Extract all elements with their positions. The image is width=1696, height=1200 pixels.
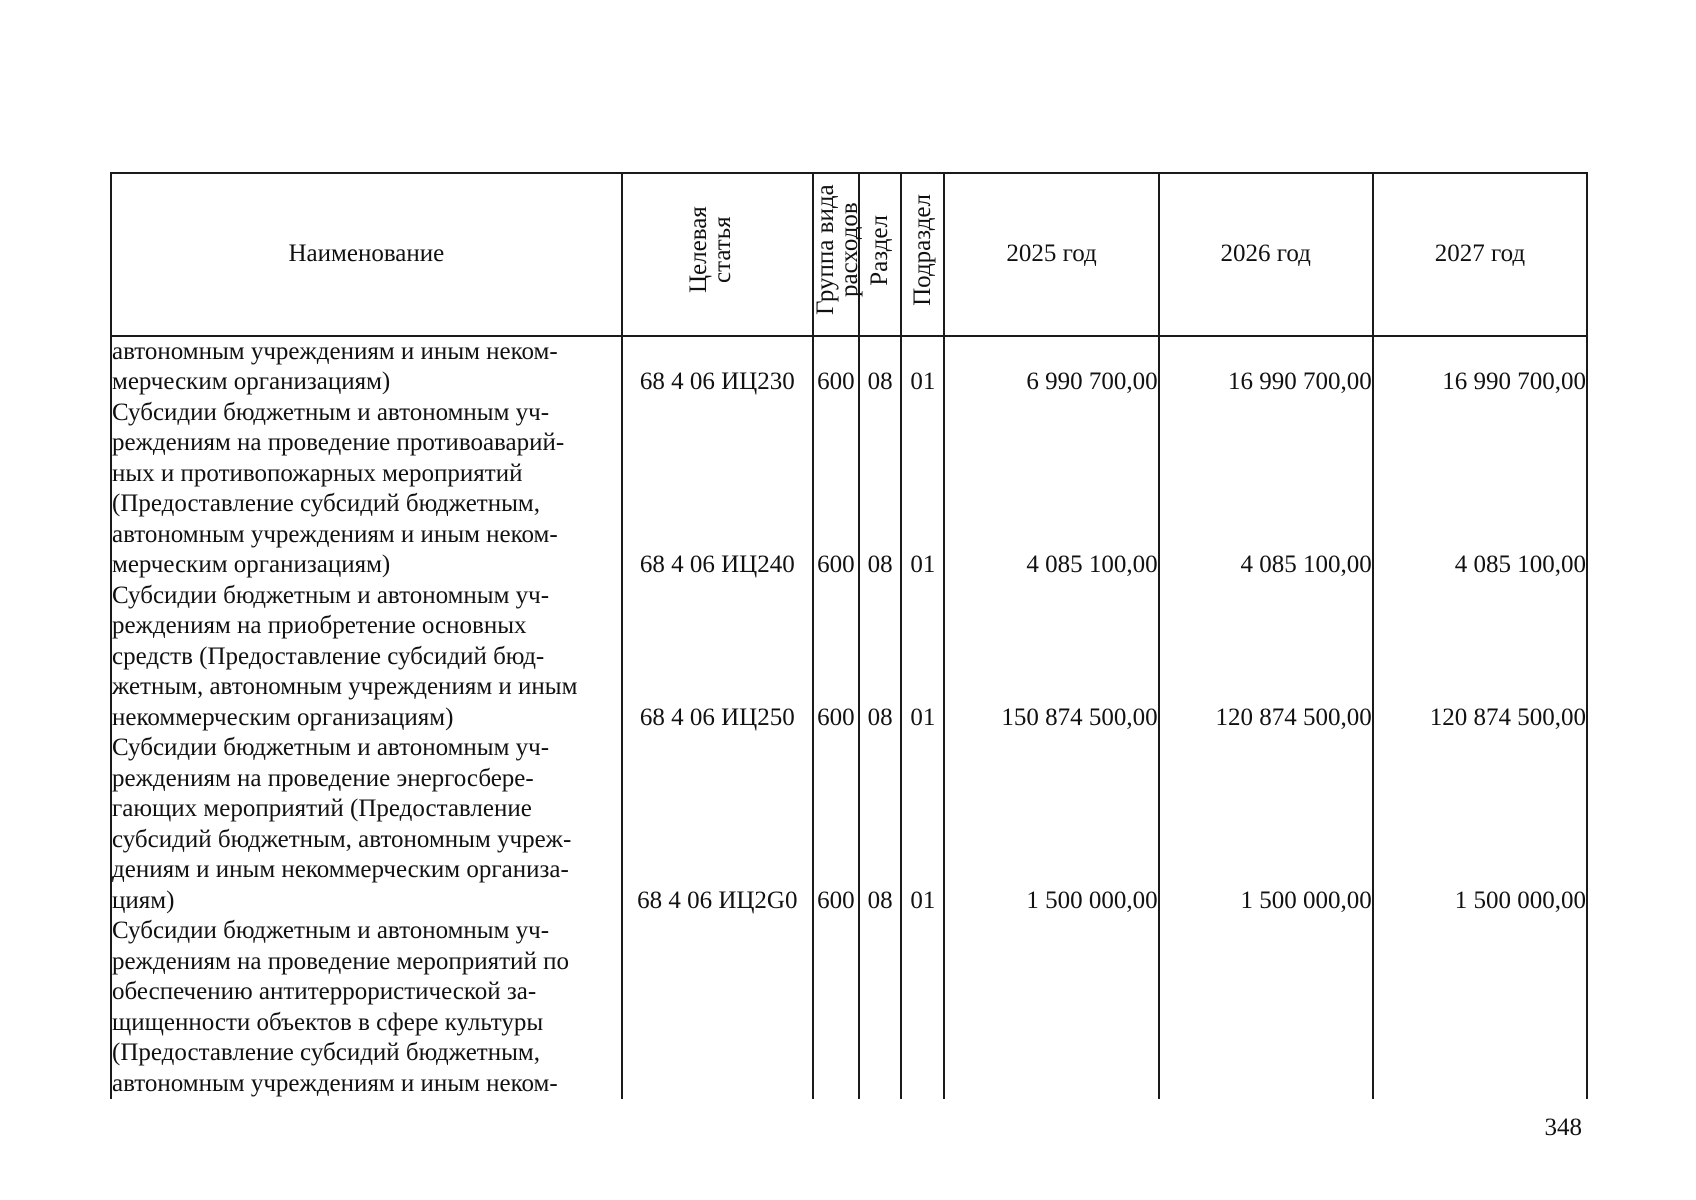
row-expense-group: 600 <box>813 336 859 398</box>
row-target-article: 68 4 06 ИЦ230 <box>622 336 813 398</box>
row-name-line: некоммерческим организациям) <box>112 703 454 731</box>
row-name-line: субсидий бюджетным, автономным учреж- <box>112 825 572 853</box>
row-amount-2027: 4 085 100,00 <box>1373 398 1587 581</box>
row-amount-2025 <box>944 916 1158 1099</box>
row-name-line: дениям и иным некоммерческим организа- <box>112 856 569 883</box>
row-target-article <box>622 916 813 1099</box>
header-name: Наименование <box>111 173 622 336</box>
row-amount-2025: 6 990 700,00 <box>944 336 1158 398</box>
row-subsection <box>901 916 944 1099</box>
row-section: 08 <box>859 398 901 581</box>
row-name-line: Субсидии бюджетным и автономным уч- <box>112 398 550 426</box>
row-name-line: жетным, автономным учреждениям и иным <box>112 673 578 700</box>
row-name-line: Субсидии бюджетным и автономным уч- <box>112 734 550 761</box>
row-target-article: 68 4 06 ИЦ2G0 <box>622 733 813 916</box>
header-target-article-label: Целевая статья <box>685 206 737 294</box>
budget-table <box>110 172 1588 1099</box>
row-name-line: гающих мероприятий (Предоставление <box>112 795 532 822</box>
row-amount-2026: 120 874 500,00 <box>1159 581 1373 734</box>
row-name-line: Субсидии бюджетным и автономным уч- <box>112 917 550 944</box>
row-amount-2027: 1 500 000,00 <box>1373 733 1587 916</box>
row-subsection: 01 <box>901 336 944 398</box>
row-amount-2027: 120 874 500,00 <box>1373 581 1587 734</box>
row-subsection: 01 <box>901 733 944 916</box>
row-expense-group: 600 <box>813 733 859 916</box>
row-expense-group: 600 <box>813 581 859 734</box>
row-name <box>111 733 622 916</box>
row-amount-2026: 1 500 000,00 <box>1159 733 1373 916</box>
row-amount-2027: 16 990 700,00 <box>1373 336 1587 398</box>
table-row <box>111 336 1587 398</box>
row-section: 08 <box>859 581 901 734</box>
row-name-line: мерческим организациям) <box>112 368 391 395</box>
row-name <box>111 336 622 398</box>
row-name-line: (Предоставление субсидий бюджетным, <box>112 490 540 517</box>
row-name-line: автономным учреждениям и иным неком- <box>112 1069 558 1097</box>
header-target-article <box>622 173 813 336</box>
row-subsection: 01 <box>901 398 944 581</box>
row-target-article: 68 4 06 ИЦ250 <box>622 581 813 734</box>
row-name <box>111 916 622 1099</box>
row-name-line: обеспечению антитеррористической за- <box>112 978 537 1005</box>
table-row <box>111 398 1587 581</box>
row-name-line: реждениям на приобретение основных <box>112 612 527 639</box>
row-name-line: реждениям на проведение энергосбере- <box>112 764 534 792</box>
row-name-line: реждениям на проведение мероприятий по <box>112 947 569 975</box>
row-amount-2027 <box>1373 916 1587 1099</box>
header-expense-group <box>811 173 863 336</box>
row-name-line: автономным учреждениям и иным неком- <box>112 520 558 548</box>
header-section-label: Раздел <box>866 214 894 286</box>
row-name <box>111 581 622 734</box>
table-row <box>111 916 1587 1099</box>
row-amount-2025: 150 874 500,00 <box>944 581 1158 734</box>
row-section: 08 <box>859 336 901 398</box>
header-expense-group-label: Группа вида расходов <box>811 184 863 316</box>
table-row <box>111 581 1587 734</box>
row-name-line: средств (Предоставление субсидий бюд- <box>112 642 545 670</box>
row-name-line: автономным учреждениям и иным неком- <box>112 337 558 365</box>
table-row <box>111 733 1587 916</box>
header-2025: 2025 год <box>944 173 1158 336</box>
row-expense-group <box>813 916 859 1099</box>
row-amount-2026 <box>1159 916 1373 1099</box>
row-name-line: (Предоставление субсидий бюджетным, <box>112 1039 540 1066</box>
table-header-row <box>111 173 1587 336</box>
row-name-line: щищенности объектов в сфере культуры <box>112 1008 544 1036</box>
row-expense-group: 600 <box>813 398 859 581</box>
row-section <box>859 916 901 1099</box>
header-subsection <box>901 173 944 336</box>
header-section <box>859 173 901 336</box>
row-amount-2025: 1 500 000,00 <box>944 733 1158 916</box>
row-name-line: реждениям на проведение противоаварий- <box>112 429 565 456</box>
header-2027: 2027 год <box>1373 173 1587 336</box>
row-name-line: мерческим организациям) <box>112 551 391 578</box>
row-name-line: ных и противопожарных мероприятий <box>112 459 523 487</box>
row-subsection: 01 <box>901 581 944 734</box>
row-name-line: Субсидии бюджетным и автономным уч- <box>112 581 550 609</box>
row-name <box>111 398 622 581</box>
row-amount-2026: 4 085 100,00 <box>1159 398 1373 581</box>
header-2026: 2026 год <box>1159 173 1373 336</box>
row-section: 08 <box>859 733 901 916</box>
row-name-line: циям) <box>112 886 175 914</box>
header-subsection-label: Подраздел <box>908 194 936 306</box>
row-amount-2025: 4 085 100,00 <box>944 398 1158 581</box>
page-number: 348 <box>1544 1114 1582 1141</box>
row-amount-2026: 16 990 700,00 <box>1159 336 1373 398</box>
row-target-article: 68 4 06 ИЦ240 <box>622 398 813 581</box>
